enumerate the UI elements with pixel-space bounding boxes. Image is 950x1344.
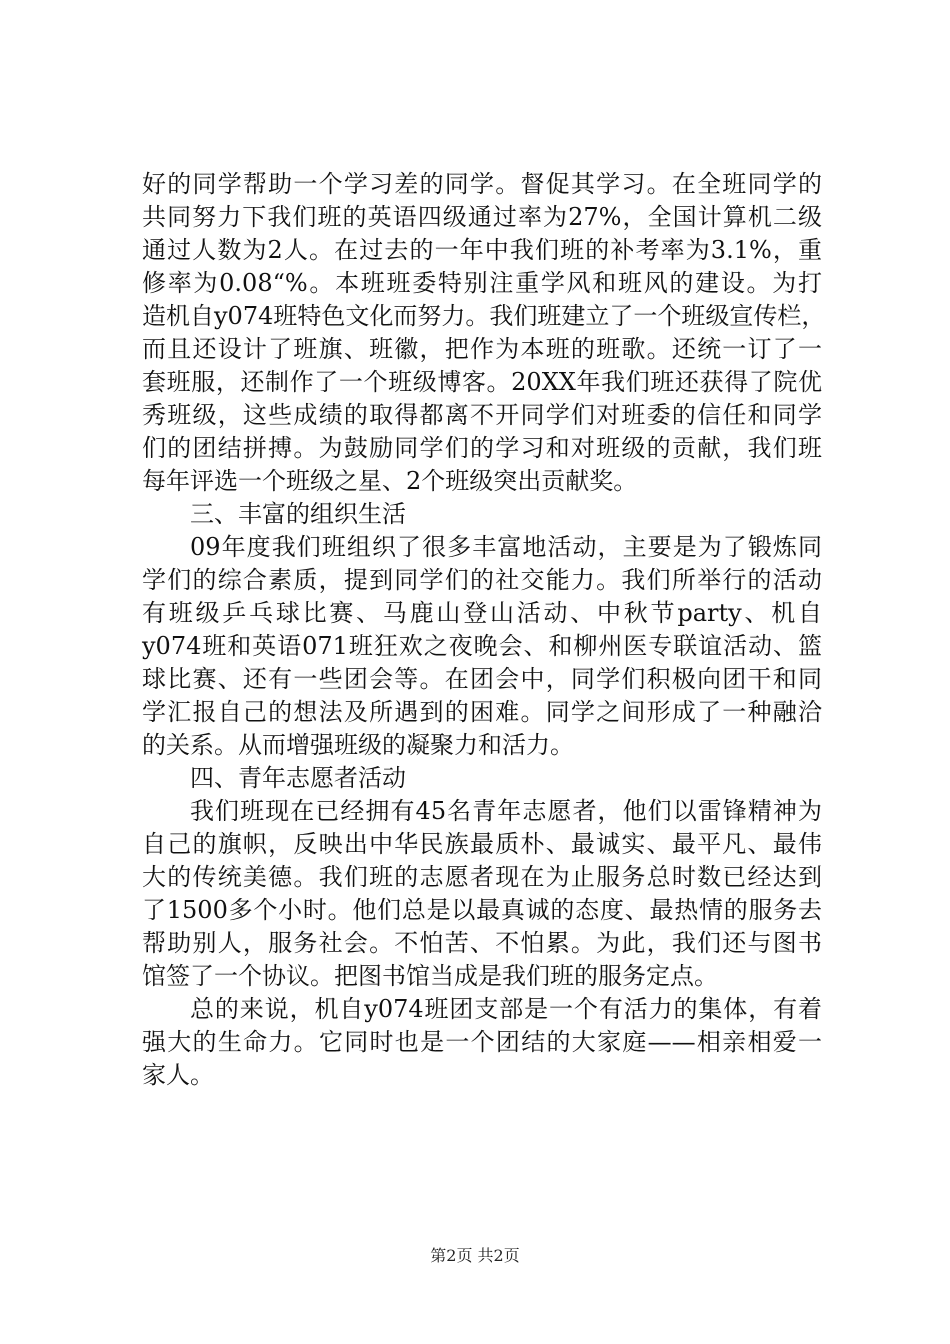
text-line: 09年度我们班组织了很多丰富地活动，主要是为了锻炼同 [190, 533, 822, 561]
text-line: 秀班级，这些成绩的取得都离不开同学们对班委的信任和同学 [142, 401, 822, 429]
text-line: 有班级乒乓球比赛、马鹿山登山活动、中秋节party、机自 [142, 599, 822, 627]
text-line: 通过人数为2人。在过去的一年中我们班的补考率为3.1%，重 [142, 236, 822, 264]
heading-youth-volunteers [142, 762, 822, 795]
text-line: 总的来说，机自y074班团支部是一个有活力的集体，有着 [190, 995, 822, 1023]
document-body [142, 168, 826, 1092]
heading-organization-life [142, 498, 822, 531]
text-line: 了1500多个小时。他们总是以最真诚的态度、最热情的服务去 [142, 896, 822, 924]
text-line: 帮助别人，服务社会。不怕苦、不怕累。为此，我们还与图书 [142, 929, 822, 957]
paragraph-organization-life [142, 531, 822, 762]
text-line: 大的传统美德。我们班的志愿者现在为止服务总时数已经达到 [142, 863, 822, 891]
text-line: 馆签了一个协议。把图书馆当成是我们班的服务定点。 [142, 962, 718, 990]
text-line: 我们班现在已经拥有45名青年志愿者，他们以雷锋精神为 [190, 797, 822, 825]
paragraph-conclusion [142, 993, 822, 1092]
text-line: 们的团结拼搏。为鼓励同学们的学习和对班级的贡献，我们班 [142, 434, 822, 462]
text-line: 强大的生命力。它同时也是一个团结的大家庭——相亲相爱一 [142, 1028, 822, 1056]
text-line: 三、丰富的组织生活 [190, 500, 406, 528]
text-line: 修率为0.08“%。本班班委特别注重学风和班风的建设。为打 [142, 269, 822, 297]
paragraph-class-achievements [142, 168, 826, 498]
text-line: 家人。 [142, 1061, 214, 1089]
page-footer: 第2页 共2页 [430, 1246, 520, 1265]
text-line: 套班服，还制作了一个班级博客。20XX年我们班还获得了院优 [142, 368, 822, 396]
text-line: y074班和英语071班狂欢之夜晚会、和柳州医专联谊活动、篮 [142, 632, 822, 660]
text-line: 共同努力下我们班的英语四级通过率为27%，全国计算机二级 [142, 203, 822, 231]
text-line: 好的同学帮助一个学习差的同学。督促其学习。在全班同学的 [142, 170, 822, 198]
text-line: 四、青年志愿者活动 [190, 764, 406, 792]
text-line: 学汇报自己的想法及所遇到的困难。同学之间形成了一种融洽 [142, 698, 822, 726]
paragraph-youth-volunteers [142, 795, 822, 993]
text-line: 自己的旗帜，反映出中华民族最质朴、最诚实、最平凡、最伟 [142, 830, 822, 858]
text-line: 学们的综合素质，提到同学们的社交能力。我们所举行的活动 [142, 566, 822, 594]
text-line: 每年评选一个班级之星、2个班级突出贡献奖。 [142, 467, 638, 495]
text-line: 造机自y074班特色文化而努力。我们班建立了一个班级宣传栏， [142, 302, 826, 330]
text-line: 球比赛、还有一些团会等。在团会中，同学们积极向团干和同 [142, 665, 822, 693]
text-line: 而且还设计了班旗、班徽，把作为本班的班歌。还统一订了一 [142, 335, 822, 363]
text-line: 的关系。从而增强班级的凝聚力和活力。 [142, 731, 574, 759]
